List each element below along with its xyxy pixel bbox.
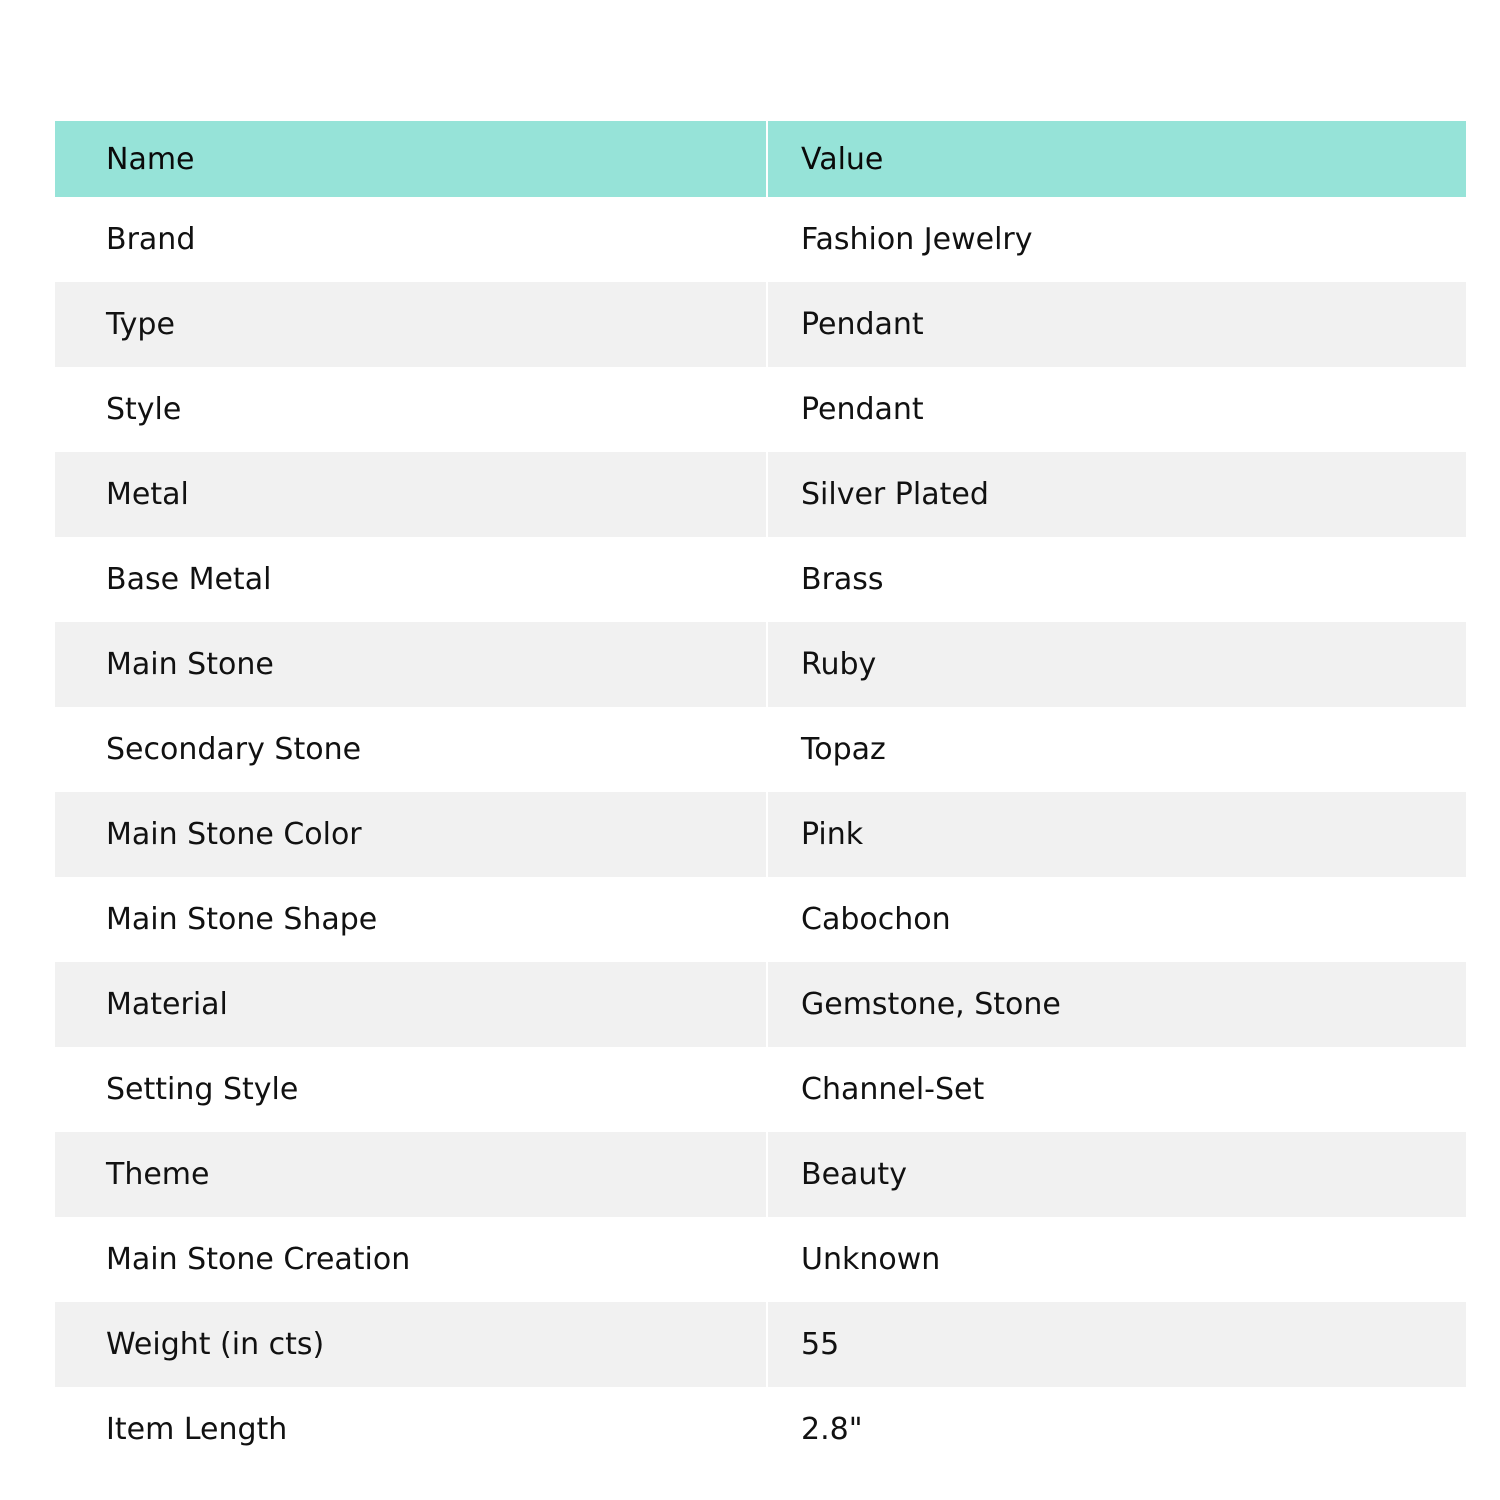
row-value: Cabochon (767, 877, 1466, 962)
row-value: Topaz (767, 707, 1466, 792)
header-row (55, 121, 1466, 197)
table-row (55, 1132, 1466, 1217)
table-row (55, 962, 1466, 1047)
header-name: Name (55, 121, 767, 197)
row-name: Theme (55, 1132, 767, 1217)
header-value: Value (767, 121, 1466, 197)
row-value: Beauty (767, 1132, 1466, 1217)
table-header (55, 121, 1466, 197)
row-name: Secondary Stone (55, 707, 767, 792)
row-value: Pink (767, 792, 1466, 877)
row-value: 2.8" (767, 1387, 1466, 1472)
row-value: Brass (767, 537, 1466, 622)
row-name: Brand (55, 197, 767, 282)
table-row (55, 707, 1466, 792)
row-name: Main Stone Shape (55, 877, 767, 962)
table-row (55, 367, 1466, 452)
row-name: Style (55, 367, 767, 452)
row-name: Main Stone Color (55, 792, 767, 877)
table-row (55, 1302, 1466, 1387)
table-row (55, 622, 1466, 707)
row-name: Type (55, 282, 767, 367)
row-name: Base Metal (55, 537, 767, 622)
table-row (55, 452, 1466, 537)
row-name: Weight (in cts) (55, 1302, 767, 1387)
row-value: Pendant (767, 367, 1466, 452)
row-name: Material (55, 962, 767, 1047)
row-value: Channel-Set (767, 1047, 1466, 1132)
table-row (55, 792, 1466, 877)
table-row (55, 282, 1466, 367)
row-value: Pendant (767, 282, 1466, 367)
row-name: Main Stone (55, 622, 767, 707)
row-value: Fashion Jewelry (767, 197, 1466, 282)
row-name: Main Stone Creation (55, 1217, 767, 1302)
row-value: Ruby (767, 622, 1466, 707)
table-row (55, 537, 1466, 622)
table-row (55, 1387, 1466, 1472)
table-row (55, 877, 1466, 962)
row-value: 55 (767, 1302, 1466, 1387)
table-row (55, 1047, 1466, 1132)
table-row (55, 197, 1466, 282)
row-value: Gemstone, Stone (767, 962, 1466, 1047)
row-name: Metal (55, 452, 767, 537)
spec-table (55, 121, 1466, 1472)
row-name: Setting Style (55, 1047, 767, 1132)
table-body (55, 197, 1466, 1472)
row-value: Unknown (767, 1217, 1466, 1302)
row-value: Silver Plated (767, 452, 1466, 537)
table-row (55, 1217, 1466, 1302)
row-name: Item Length (55, 1387, 767, 1472)
